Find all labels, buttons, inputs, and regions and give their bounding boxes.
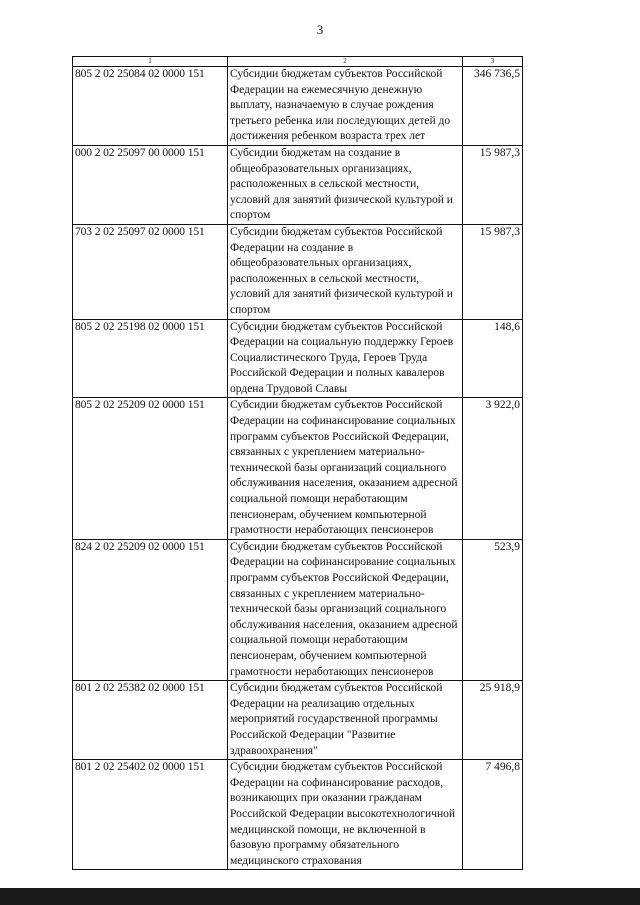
amount-cell: 25 918,9 bbox=[463, 681, 523, 760]
table-row bbox=[73, 760, 523, 870]
budget-code-cell: 805 2 02 25209 02 0000 151 bbox=[73, 398, 228, 539]
description-cell: Субсидии бюджетам субъектов Российской Федерации на софинансирование социальных программ субъектов Российской Федерации, связанных с укреплением материально-технической базы организаций социального обслуживания населения, оказанием адресной социальной помощи неработающим пенсионерам, обучением компьютерной грамотности неработающих пенсионеров bbox=[228, 398, 463, 539]
amount-cell: 3 922,0 bbox=[463, 398, 523, 539]
table-header-row bbox=[73, 57, 523, 67]
description-cell: Субсидии бюджетам субъектов Российской Федерации на софинансирование социальных программ субъектов Российской Федерации, связанных с укреплением материально-технической базы организаций социального обслуживания населения, оказанием адресной социальной помощи неработающим пенсионерам, обучением компьютерной грамотности неработающих пенсионеров bbox=[228, 539, 463, 680]
amount-cell: 346 736,5 bbox=[463, 67, 523, 146]
budget-code-cell: 801 2 02 25382 02 0000 151 bbox=[73, 681, 228, 760]
table-row bbox=[73, 67, 523, 146]
budget-code-cell: 824 2 02 25209 02 0000 151 bbox=[73, 539, 228, 680]
description-cell: Субсидии бюджетам субъектов Российской Федерации на софинансирование расходов, возникающих при оказании гражданам Российской Федерации высокотехнологичной медицинской помощи, не включенной в базовую программу обязательного медицинского страхования bbox=[228, 760, 463, 870]
budget-code-cell: 000 2 02 25097 00 0000 151 bbox=[73, 145, 228, 224]
amount-cell: 15 987,3 bbox=[463, 224, 523, 319]
page-number: 3 bbox=[316, 22, 324, 37]
table-row bbox=[73, 681, 523, 760]
description-cell: Субсидии бюджетам субъектов Российской Федерации на социальную поддержку Героев Социалистического Труда, Героев Труда Российской Федерации и полных кавалеров ордена Трудовой Славы bbox=[228, 319, 463, 398]
description-cell: Субсидии бюджетам на создание в общеобразовательных организациях, расположенных в сельской местности, условий для занятий физической культурой и спортом bbox=[228, 145, 463, 224]
amount-cell: 15 987,3 bbox=[463, 145, 523, 224]
column-header-3: 3 bbox=[463, 57, 523, 67]
table-row bbox=[73, 539, 523, 680]
budget-code-cell: 703 2 02 25097 02 0000 151 bbox=[73, 224, 228, 319]
table-row bbox=[73, 224, 523, 319]
column-header-2: 2 bbox=[228, 57, 463, 67]
column-header-1: 1 bbox=[73, 57, 228, 67]
budget-code-cell: 805 2 02 25198 02 0000 151 bbox=[73, 319, 228, 398]
description-cell: Субсидии бюджетам субъектов Российской Федерации на ежемесячную денежную выплату, назначаемую в случае рождения третьего ребенка или последующих детей до достижения ребенком возраста трех лет bbox=[228, 67, 463, 146]
table-row bbox=[73, 145, 523, 224]
amount-cell: 7 496,8 bbox=[463, 760, 523, 870]
description-cell: Субсидии бюджетам субъектов Российской Федерации на реализацию отдельных мероприятий государственной программы Российской Федерации "Развитие здравоохранения" bbox=[228, 681, 463, 760]
amount-cell: 523,9 bbox=[463, 539, 523, 680]
amount-cell: 148,6 bbox=[463, 319, 523, 398]
table-row bbox=[73, 398, 523, 539]
budget-code-cell: 805 2 02 25084 02 0000 151 bbox=[73, 67, 228, 146]
description-cell: Субсидии бюджетам субъектов Российской Федерации на создание в общеобразовательных организациях, расположенных в сельской местности, условий для занятий физической культурой и спортом bbox=[228, 224, 463, 319]
table-row bbox=[73, 319, 523, 398]
scan-bottom-edge bbox=[0, 888, 640, 905]
budget-table bbox=[72, 56, 523, 870]
budget-code-cell: 801 2 02 25402 02 0000 151 bbox=[73, 760, 228, 870]
